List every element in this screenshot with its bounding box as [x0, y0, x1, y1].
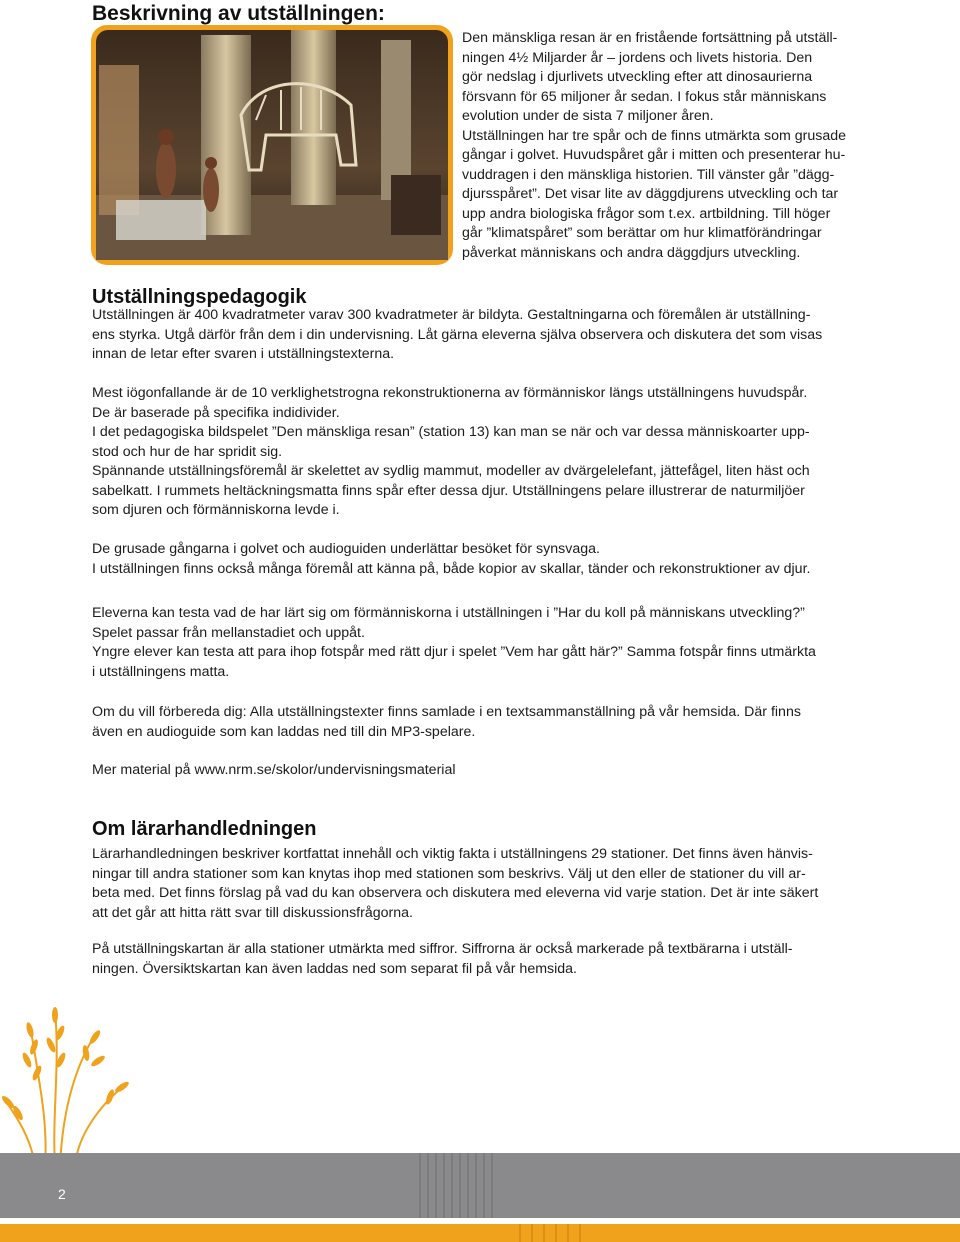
footer-tick-pattern [0, 1153, 960, 1242]
section-heading-teacher-guide: Om lärarhandledningen [92, 818, 317, 840]
grass-illustration [0, 1005, 140, 1165]
exhibition-photo [91, 25, 453, 265]
pedagogy-paragraph-1: Utställningen är 400 kvadratmeter varav 300 kvadratmeter är bildyta. Gestaltningarna och föremålen är utställning- ens styrka. Utgå därför från dem i din undervisning. Låt gärna eleverna själva observera och diskutera det som visas innan de letar efter svaren i utställningstexterna. [92, 307, 823, 362]
section-heading-description: Beskrivning av utställningen: [92, 2, 385, 25]
more-material-link[interactable]: Mer material på www.nrm.se/skolor/undervisningsmaterial [92, 762, 456, 778]
page-number: 2 [58, 1186, 66, 1202]
pedagogy-paragraph-3: De grusade gångarna i golvet och audioguiden underlättar besöket för synsvaga. I utställningen finns också många föremål att känna på, både kopior av skallar, tänder och rekonstruktioner av djur. [92, 541, 811, 577]
teacher-guide-paragraph-2: På utställningskartan är alla stationer utmärkta med siffror. Siffrorna är också markerade på textbärarna i utställ- ningen. Översiktskartan kan även laddas ned som separat fil på vår hemsida. [92, 941, 793, 977]
teacher-guide-paragraph-1: Lärarhandledningen beskriver kortfattat innehåll och viktig fakta i utställningens 29 stationer. Det finns även hänvis- ningar till andra stationer som kan knytas ihop med stationen som beskrivs. Välj ut den eller de stationer du vill ar- beta med. Det finns förslag på vad du kan observera och diskutera med eleverna vid varje station. Det är inte säkert att det går att hitta rätt svar till diskussionsfrågorna. [92, 846, 819, 921]
pedagogy-paragraph-2: Mest iögonfallande är de 10 verklighetstrogna rekonstruktionerna av förmänniskor längs utställningens huvudspår. De är baserade på specifika indidivider. I det pedagogiska bildspelet ”Den mänskliga resan” (station 13) kan man se när och var dessa människoarter upp- stod och hur de har spridit sig. Spännande utställningsföremål är skelettet av sydlig mammut, modeller av dvärgelelefant, jättefågel, liten häst och sabelkatt. I rummets heltäckningsmatta finns spår efter dessa djur. Utställningens pelare illustrerar de naturmiljöer som djuren och förmänniskorna levde i. [92, 385, 810, 518]
pedagogy-paragraph-4: Eleverna kan testa vad de har lärt sig om förmänniskorna i utställningen i ”Har du koll på människans utveckling?” Spelet passar från mellanstadiet och uppåt. Yngre elever kan testa att para ihop fotspår med rätt djur i spelet ”Vem har gått här?” Samma fotspår finns utmärkta i utställningens matta. [92, 605, 816, 680]
pedagogy-paragraph-5: Om du vill förbereda dig: Alla utställningstexter finns samlade i en textsammanställning på vår hemsida. Där finns även en audioguide som kan laddas ned till din MP3-spelare. [92, 704, 801, 740]
intro-paragraph: Den mänskliga resan är en fristående fortsättning på utställ- ningen 4½ Miljarder år – jordens och livets historia. Den gör nedslag i djurlivets utveckling efter att dinosaurierna försvann för 65 miljoner år sedan. I fokus står människans evolution under de sista 7 miljoner åren. Utställningen har tre spår och de finns utmärkta som grusade gångar i golvet. Huvudspåret går i mitten och presenterar hu- vuddragen i den mänskliga historien. Till vänster går ”dägg- djursspåret”. Det visar lite av däggdjurens utveckling och tar upp andra biologiska frågor som t.ex. artbildning. Till höger går ”klimatspåret” som berättar om hur klimatförändringar påverkat människans och andra däggdjurs utveckling. [462, 30, 847, 261]
section-heading-pedagogy: Utställningspedagogik [92, 286, 307, 308]
